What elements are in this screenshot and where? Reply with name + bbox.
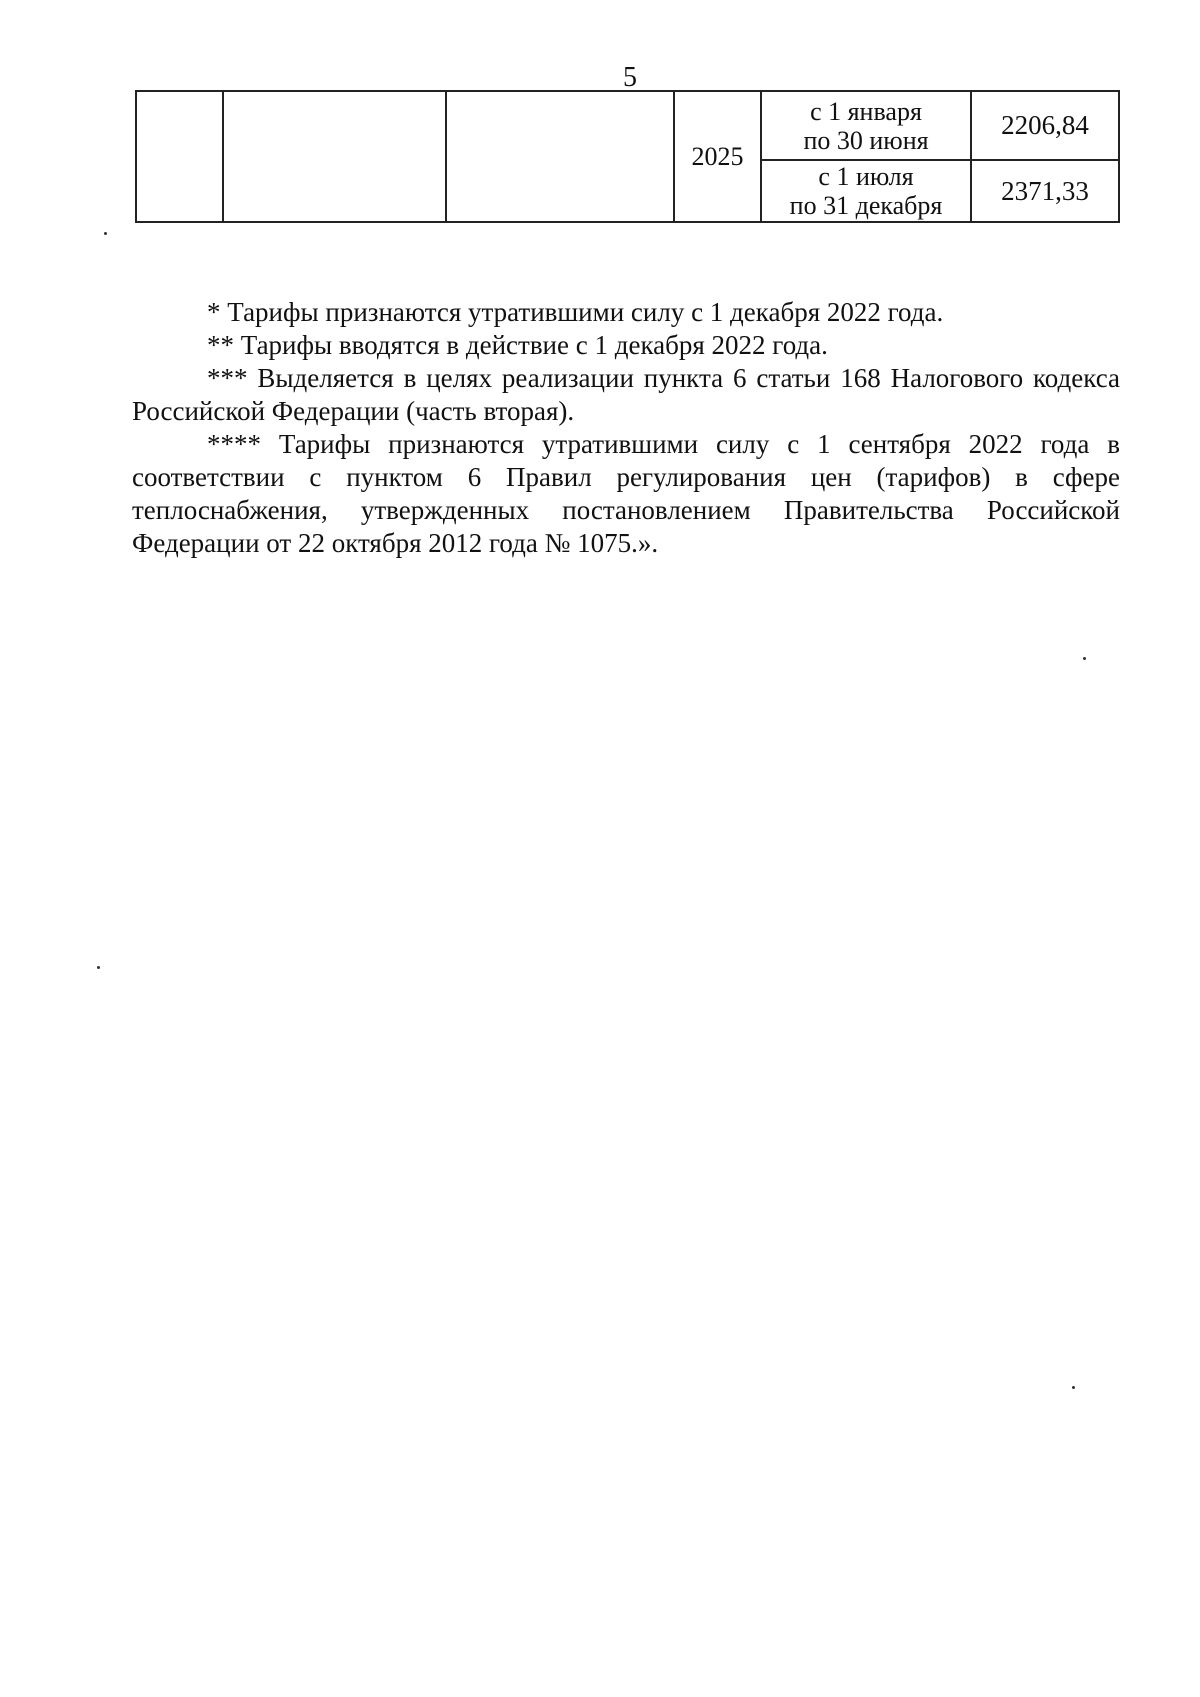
price-cell: 2371,33 (971, 160, 1119, 222)
table-row (136, 91, 1119, 160)
period-start: с 1 июля (818, 162, 914, 191)
empty-cell-category (446, 91, 674, 222)
period-start: с 1 января (810, 96, 922, 126)
period-end: по 30 июня (803, 125, 929, 155)
page-number: 5 (623, 62, 637, 93)
scan-speck (104, 232, 107, 235)
footnote-1: * Тарифы признаются утратившими силу с 1 декабря 2022 года. (207, 297, 944, 327)
footnotes (132, 296, 1120, 560)
year-cell: 2025 (674, 91, 761, 222)
scan-speck (1072, 1386, 1075, 1389)
tariff-table (135, 90, 1120, 223)
scan-speck (1083, 657, 1086, 660)
period-end: по 31 декабря (789, 191, 943, 220)
scan-speck (97, 966, 100, 969)
empty-cell-number (136, 91, 223, 222)
footnote-3: *** Выделяется в целях реализации пункта 6 статьи 168 Налогового кодекса Российской Федерации (часть вторая). (132, 363, 1120, 426)
period-cell (761, 160, 971, 222)
period-cell (761, 91, 971, 160)
footnote-4: **** Тарифы признаются утратившими силу с 1 сентября 2022 года в соответствии с пунктом 6 Правил регулирования цен (тарифов) в сфере теплоснабжения, утвержденных постановлением Правительства Российской Федерации от 22 октября 2012 года № 1075.». (132, 429, 1120, 558)
price-cell: 2206,84 (971, 91, 1119, 160)
empty-cell-organization (223, 91, 446, 222)
footnote-2: ** Тарифы вводятся в действие с 1 декабря 2022 года. (207, 330, 828, 360)
